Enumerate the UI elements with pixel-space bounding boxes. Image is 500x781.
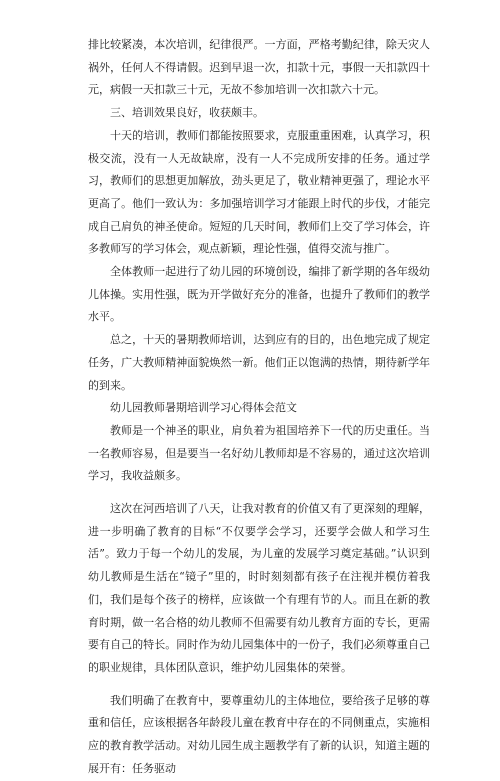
section-heading-3: 三、培训效果良好，收获颇丰。 [110,106,264,120]
article-title: 幼儿园教师暑期培训学习心得体会范文 [110,401,297,415]
paragraph-5: 教师是一个神圣的职业，肩负着为祖国培养下一代的历史重任。当一名教师容易，但是要当一名好幼儿教师却是不容易的，通过这次培训学习，我收益颇多。 [88,423,430,483]
paragraph-7: 我们明确了在教育中，要尊重幼儿的主体地位，要给孩子足够的尊重和信任，应该根据各年龄段儿童在教育中存在的不同侧重点，实施相应的教育教学活动。对幼儿园生成主题教学有了新的认识，知道主题的展开有：任务驱动 [88,693,430,775]
paragraph-6: 这次在河西培训了八天，让我对教育的价值又有了更深刻的理解，进一步明确了教育的目标“不仅要学会学习，还要学会做人和学习生活”。致力于每一个幼儿的发展，为儿童的发展学习奠定基础。”认识到幼儿教师是生活在“镜子”里的，时时刻刻都有孩子在注视并模仿着我们，我们是每个孩子的榜样，应该做一个有理有节的人。而且在新的教育时期，做一名合格的幼儿教师不但需要有幼儿教育方面的专长，更需要有自己的特长。同时作为幼儿园集体中的一份子，我们必须尊重自己的职业规律，具体团队意识，维护幼儿园集体的荣誉。 [88,502,430,674]
paragraph-3: 全体教师一起进行了幼儿园的环境创设，编排了新学期的各年级幼儿体操。实用性强，既为开学做好充分的准备，也提升了教师们的教学水平。 [88,265,430,324]
paragraph-4: 总之，十天的暑期教师培训，达到应有的目的，出色地完成了规定任务，广大教师精神面貌焕然一新。他们正以饱满的热情，期待新学年的到来。 [88,333,430,392]
paragraph-1: 排比较紧凑，本次培训，纪律很严。一方面，严格考勤纪律，除天灾人 祸外，任何人不得请假。迟到早退一次，扣款十元，事假一天扣款四十元，病假一天扣款三十元，无故不参加培训一次扣款六十元。 [88,38,441,97]
document-body [88,34,441,781]
paragraph-2: 十天的培训，教师们都能按照要求，克服重重困难，认真学习，积极交流，没有一人无故缺席，没有一人不完成所安排的任务。通过学习，教师们的思想更加解放，劲头更足了，敬业精神更强了，理论水平更高了。他们一致认为：多加强培训学习才能跟上时代的步伐，才能完成自己肩负的神圣使命。短短的几天时间，教师们上交了学习体会，许多教师写的学习体会，观点新颖，理论性强，值得交流与推广。 [88,128,430,256]
